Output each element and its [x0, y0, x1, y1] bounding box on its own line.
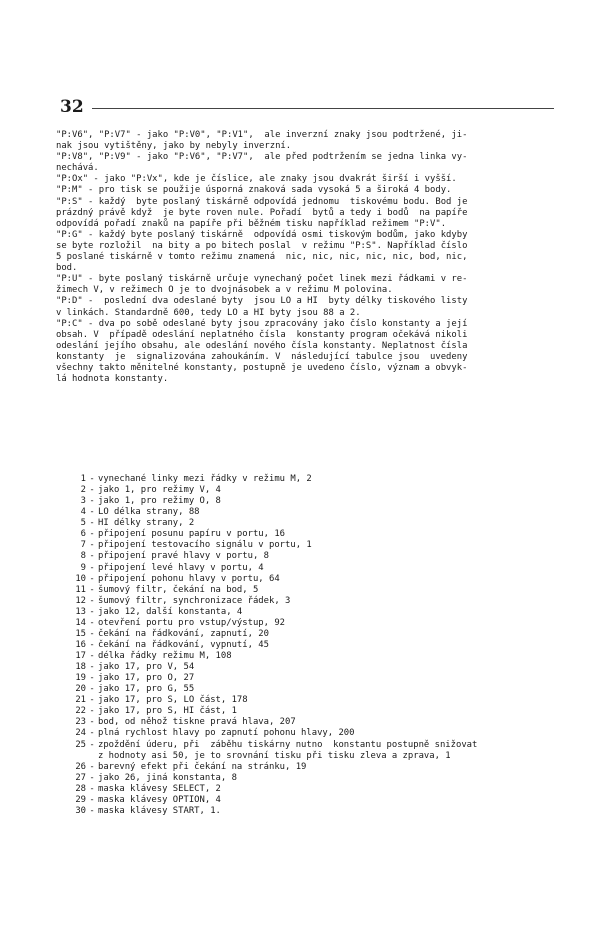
- dash-separator: -: [89, 684, 95, 695]
- dash-separator: -: [89, 673, 95, 684]
- constant-number: 16: [75, 639, 86, 650]
- constant-description: připojení pohonu hlavy v portu, 64: [98, 573, 280, 584]
- constant-description: bod, od něhož tiskne pravá hlava, 207: [98, 717, 296, 728]
- constant-description: připojení levé hlavy v portu, 4: [98, 562, 264, 573]
- constant-item: [58, 596, 550, 607]
- text-line: "P:V6", "P:V7" - jako "P:V0", "P:V1", ale inverzní znaky jsou podtržené, ji-: [56, 130, 468, 140]
- constant-item: [58, 640, 550, 651]
- dash-separator: -: [89, 562, 95, 573]
- constant-number: 8: [80, 551, 86, 562]
- dash-separator: -: [89, 474, 95, 484]
- constant-description: šumový filtr, čekání na bod, 5: [98, 584, 259, 595]
- constant-item: [58, 540, 550, 551]
- text-line: žimech V, v režimech O je to dvojnásobek a v režimu M polovina.: [56, 285, 393, 296]
- constant-number: 6: [80, 529, 86, 540]
- text-line: "P:U" - byte poslaný tiskárně určuje vynechaný počet linek mezi řádkami v re-: [56, 274, 468, 285]
- dash-separator: -: [89, 518, 95, 529]
- constant-number: 4: [80, 507, 86, 518]
- constant-item: [58, 695, 550, 706]
- dash-separator: -: [89, 529, 95, 540]
- constant-item: [58, 728, 550, 739]
- constant-description: jako 17, pro S, HI část, 1: [98, 706, 237, 717]
- text-line: bod.: [56, 263, 78, 274]
- dash-separator: -: [89, 628, 95, 639]
- text-line: lá hodnota konstanty.: [56, 374, 169, 385]
- constant-item: [58, 618, 550, 629]
- dash-separator: -: [89, 717, 95, 728]
- constant-description: maska klávesy START, 1.: [98, 805, 221, 816]
- constant-description: jako 1, pro režimy O, 8: [98, 496, 221, 507]
- constant-number: 21: [75, 695, 86, 706]
- constant-description: zpoždění úderu, při záběhu tiskárny nutno konstantu postupně snižovat z hodnoty asi 50, je to srovnání tisku při tisku zleva a zprava, 1: [98, 739, 478, 761]
- dash-separator: -: [89, 794, 95, 805]
- constant-item: [58, 684, 550, 695]
- text-line: "P:S" - každý byte poslaný tiskárně odpovídá jednomu tiskovému bodu. Bod je: [56, 196, 468, 207]
- constant-item: [58, 706, 550, 717]
- dash-separator: -: [89, 728, 95, 739]
- text-line: nak jsou vytištěny, jako by nebyly inverzní.: [56, 141, 292, 152]
- constants-list: [58, 474, 550, 817]
- constant-number: 15: [75, 628, 86, 639]
- constant-number: 3: [80, 496, 86, 507]
- constant-item: [58, 551, 550, 562]
- constant-item: [58, 507, 550, 518]
- dash-separator: -: [89, 551, 95, 562]
- dash-separator: -: [89, 573, 95, 584]
- constant-description: plná rychlost hlavy po zapnutí pohonu hlavy, 200: [98, 728, 355, 739]
- constant-description: vynechané linky mezi řádky v režimu M, 2: [98, 474, 312, 484]
- dash-separator: -: [89, 617, 95, 628]
- constant-item: [58, 806, 550, 817]
- dash-separator: -: [89, 805, 95, 816]
- constant-item: [58, 474, 550, 485]
- constant-description: připojení testovacího signálu v portu, 1: [98, 540, 312, 551]
- constant-item: [58, 673, 550, 684]
- header-rule: [92, 108, 554, 109]
- dash-separator: -: [89, 507, 95, 518]
- constant-item: [58, 717, 550, 728]
- constant-item: [58, 574, 550, 585]
- dash-separator: -: [89, 540, 95, 551]
- text-line: odeslání jejího obsahu, ale odeslání nového čísla konstanty. Neplatnost čísla: [56, 340, 468, 351]
- text-line: 5 poslané tiskárně v tomto režimu znamená nic, nic, nic, nic, nic, bod, nic,: [56, 252, 468, 263]
- constant-number: 30: [75, 805, 86, 816]
- dash-separator: -: [89, 651, 95, 661]
- constant-number: 2: [80, 485, 86, 496]
- constant-number: 23: [75, 717, 86, 728]
- constant-description: HI délky strany, 2: [98, 518, 195, 529]
- constant-description: šumový filtr, synchronizace řádek, 3: [98, 595, 291, 606]
- dash-separator: -: [89, 695, 95, 706]
- constant-number: 7: [80, 540, 86, 551]
- constant-description: jako 17, pro S, LO část, 178: [98, 695, 248, 706]
- text-line: v linkách. Standardně 600, tedy LO a HI byty jsou 88 a 2.: [56, 307, 361, 318]
- constant-number: 27: [75, 772, 86, 783]
- constant-number: 18: [75, 662, 86, 673]
- constant-number: 12: [75, 595, 86, 606]
- body-text: [56, 130, 550, 385]
- constant-item: [58, 607, 550, 618]
- constant-number: 14: [75, 617, 86, 628]
- constant-item: [58, 762, 550, 773]
- constant-number: 9: [80, 562, 86, 573]
- constant-number: 20: [75, 684, 86, 695]
- constant-item: [58, 629, 550, 640]
- constant-description: připojení pravé hlavy v portu, 8: [98, 551, 269, 562]
- dash-separator: -: [89, 496, 95, 507]
- constant-item: [58, 518, 550, 529]
- constant-number: 29: [75, 794, 86, 805]
- constant-number: 25: [75, 739, 86, 750]
- constant-item: [58, 496, 550, 507]
- constant-description: maska klávesy SELECT, 2: [98, 783, 221, 794]
- text-line: "P:G" - každý byte poslaný tiskárně odpovídá osmi tiskovým bodům, jako kdyby: [56, 229, 468, 240]
- constant-number: 17: [75, 651, 86, 661]
- constant-item: [58, 773, 550, 784]
- constant-item: [58, 585, 550, 596]
- constant-number: 28: [75, 783, 86, 794]
- dash-separator: -: [89, 639, 95, 650]
- constant-description: jako 17, pro G, 55: [98, 684, 195, 695]
- constant-description: připojení posunu papíru v portu, 16: [98, 529, 286, 540]
- constant-description: jako 12, další konstanta, 4: [98, 606, 243, 617]
- text-line: se byte rozložil na bity a po bitech poslal v režimu "P:S". Například číslo: [56, 240, 468, 251]
- constant-description: maska klávesy OPTION, 4: [98, 794, 221, 805]
- constant-description: otevření portu pro vstup/výstup, 92: [98, 617, 286, 628]
- constant-number: 24: [75, 728, 86, 739]
- text-line: prázdný právě když je byte roven nule. Pořadí bytů a tedy i bodů na papíře: [56, 207, 468, 218]
- constant-number: 26: [75, 761, 86, 772]
- constant-number: 1: [80, 474, 86, 484]
- text-line: "P:D" - poslední dva odeslané byty jsou LO a HI byty délky tiskového listy: [56, 296, 468, 307]
- constant-description: délka řádky režimu M, 108: [98, 651, 232, 661]
- constant-description: jako 26, jiná konstanta, 8: [98, 772, 237, 783]
- constant-number: 10: [75, 573, 86, 584]
- text-line: "P:Ox" - jako "P:Vx", kde je číslice, ale znaky jsou dvakrát širší i vyšší.: [56, 174, 457, 185]
- text-line: nechává.: [56, 163, 99, 174]
- constant-number: 13: [75, 606, 86, 617]
- constant-item: [58, 795, 550, 806]
- constant-item: [58, 563, 550, 574]
- dash-separator: -: [89, 595, 95, 606]
- text-line: "P:V8", "P:V9" - jako "P:V6", "P:V7", ale před podtržením se jedna linka vy-: [56, 152, 468, 163]
- constant-description: LO délka strany, 88: [98, 507, 200, 518]
- constant-number: 22: [75, 706, 86, 717]
- text-line: "P:M" - pro tisk se použije úsporná znaková sada vysoká 5 a široká 4 body.: [56, 185, 452, 196]
- text-line: odpovídá pořadí znaků na papíře při běžném tisku například režimem "P:V".: [56, 218, 447, 229]
- constant-item: [58, 784, 550, 795]
- constant-description: jako 1, pro režimy V, 4: [98, 485, 221, 496]
- dash-separator: -: [89, 485, 95, 496]
- constant-number: 11: [75, 584, 86, 595]
- constant-number: 5: [80, 518, 86, 529]
- dash-separator: -: [89, 772, 95, 783]
- dash-separator: -: [89, 739, 95, 750]
- dash-separator: -: [89, 584, 95, 595]
- dash-separator: -: [89, 662, 95, 673]
- constant-description: jako 17, pro O, 27: [98, 673, 195, 684]
- constant-description: barevný efekt při čekání na stránku, 19: [98, 761, 307, 772]
- constant-item: [58, 529, 550, 540]
- text-line: konstanty je signalizována zahoukáním. V následující tabulce jsou uvedeny: [56, 351, 468, 362]
- text-line: obsah. V případě odeslání neplatného čísla konstanty program očekává nikoli: [56, 329, 468, 340]
- constant-item: [58, 651, 550, 662]
- page-number: 32: [60, 97, 84, 117]
- constant-description: čekání na řádkování, zapnutí, 20: [98, 628, 269, 639]
- text-line: "P:C" - dva po sobě odeslané byty jsou zpracovány jako číslo konstanty a její: [56, 318, 468, 329]
- dash-separator: -: [89, 706, 95, 717]
- dash-separator: -: [89, 761, 95, 772]
- constant-item: [58, 485, 550, 496]
- constant-description: čekání na řádkování, vypnutí, 45: [98, 639, 269, 650]
- text-line: všechny takto měnitelné konstanty, postupně je uvedeno číslo, význam a obvyk-: [56, 362, 468, 373]
- constant-number: 19: [75, 673, 86, 684]
- dash-separator: -: [89, 783, 95, 794]
- constant-item: [58, 662, 550, 673]
- constant-item: [58, 740, 550, 762]
- dash-separator: -: [89, 606, 95, 617]
- constant-description: jako 17, pro V, 54: [98, 662, 195, 673]
